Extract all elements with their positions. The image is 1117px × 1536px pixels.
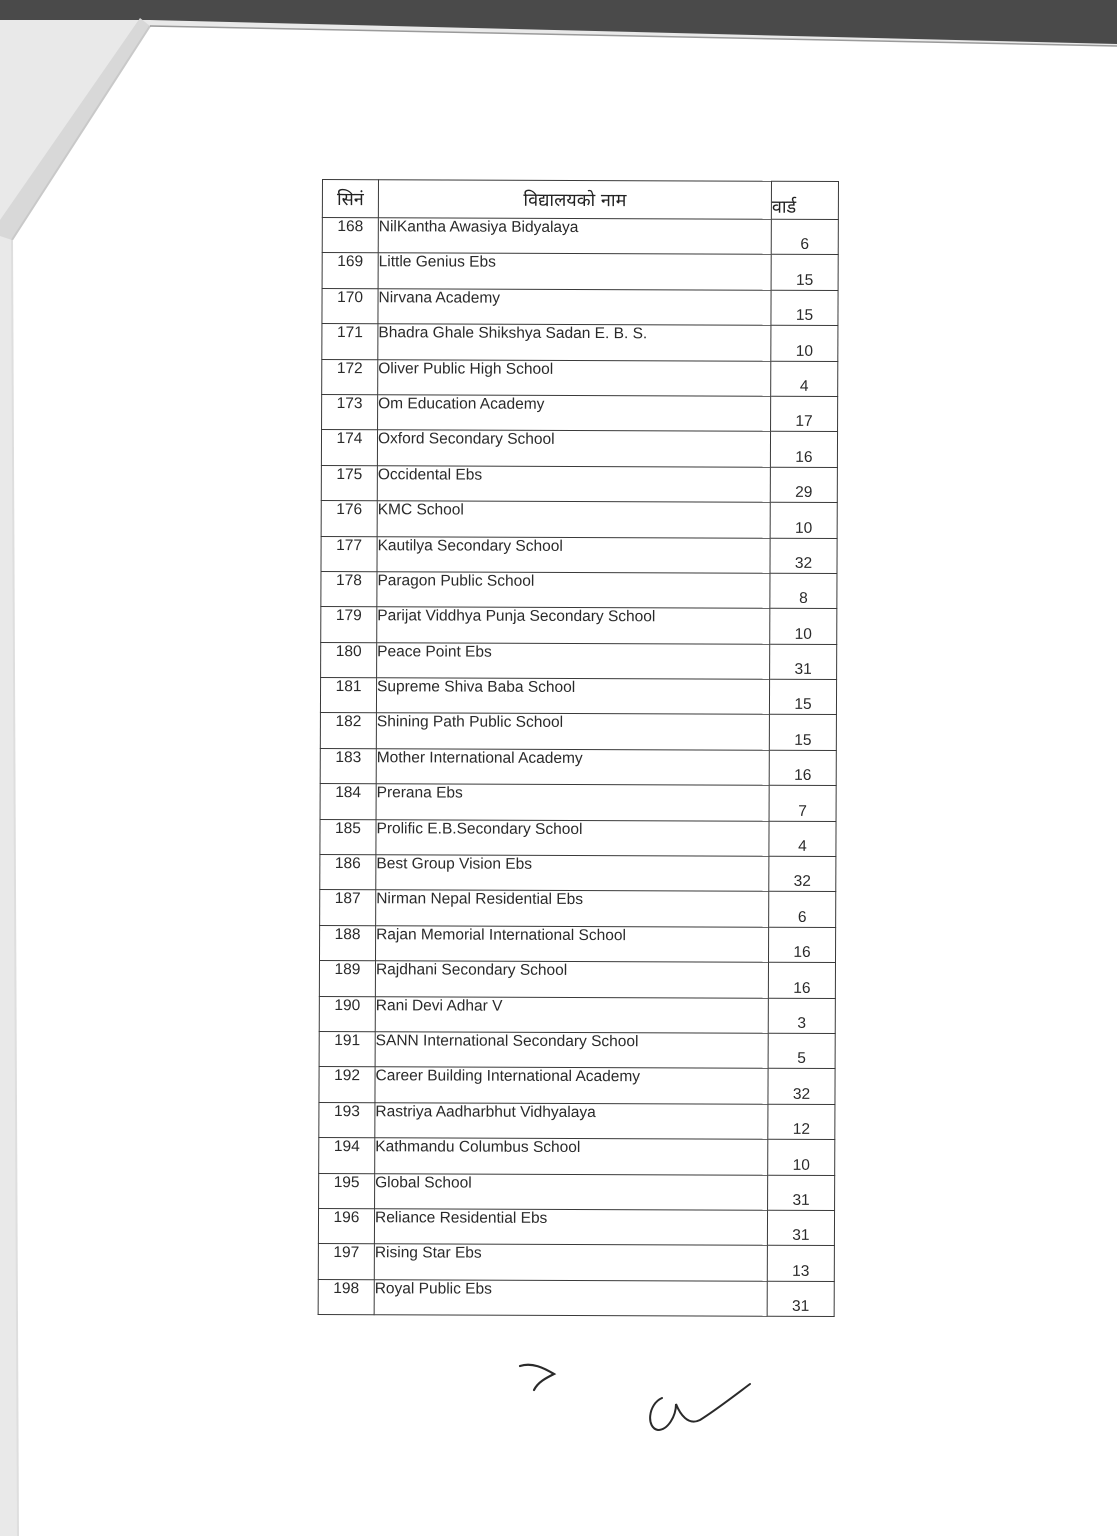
header-serial-number: सिनं (322, 180, 378, 218)
serial-number-cell: 186 (320, 855, 376, 891)
school-name-cell: Paragon Public School (377, 572, 770, 609)
ward-cell: 31 (767, 1281, 834, 1317)
serial-number-cell: 168 (322, 218, 378, 254)
school-name-cell: Prolific E.B.Secondary School (376, 819, 769, 856)
serial-number-cell: 178 (321, 571, 377, 607)
serial-number-cell: 169 (322, 253, 378, 289)
school-name-cell: Rajdhani Secondary School (375, 961, 768, 998)
ward-cell: 5 (768, 1033, 835, 1069)
ward-cell: 8 (770, 573, 837, 609)
school-name-cell: Kathmandu Columbus School (375, 1138, 768, 1175)
serial-number-cell: 191 (319, 1031, 375, 1067)
ward-cell: 12 (768, 1104, 835, 1140)
serial-number-cell: 197 (318, 1244, 374, 1280)
serial-number-cell: 192 (319, 1067, 375, 1103)
ward-cell: 10 (768, 1139, 835, 1175)
serial-number-cell: 177 (321, 536, 377, 572)
school-name-cell: Peace Point Ebs (377, 642, 770, 679)
serial-number-cell: 181 (320, 678, 376, 714)
serial-number-cell: 190 (319, 996, 375, 1032)
serial-number-cell: 179 (321, 607, 377, 643)
school-name-cell: Parijat Viddhya Punja Secondary School (377, 607, 770, 644)
serial-number-cell: 184 (320, 784, 376, 820)
serial-number-cell: 182 (320, 713, 376, 749)
school-name-cell: Rising Star Ebs (374, 1244, 767, 1281)
serial-number-cell: 174 (321, 430, 377, 466)
serial-number-cell: 170 (322, 288, 378, 324)
serial-number-cell: 194 (319, 1138, 375, 1174)
serial-number-cell: 187 (320, 890, 376, 926)
school-name-cell: Mother International Academy (376, 749, 769, 786)
serial-number-cell: 188 (319, 925, 375, 961)
school-name-cell: Shining Path Public School (376, 713, 769, 750)
school-name-cell: Reliance Residential Ebs (374, 1209, 767, 1246)
ward-cell: 15 (769, 715, 836, 751)
serial-number-cell: 198 (318, 1279, 374, 1315)
ward-cell: 7 (769, 785, 836, 821)
serial-number-cell: 180 (321, 642, 377, 678)
serial-number-cell: 189 (319, 961, 375, 997)
serial-number-cell: 176 (321, 501, 377, 537)
ward-cell: 16 (769, 750, 836, 786)
header-school-name: विद्यालयको नाम (378, 180, 771, 220)
ward-cell: 31 (768, 1175, 835, 1211)
ward-cell: 10 (770, 502, 837, 538)
school-name-cell: NilKantha Awasiya Bidyalaya (378, 218, 771, 255)
school-name-cell: SANN International Secondary School (375, 1032, 768, 1069)
ward-cell: 13 (767, 1246, 834, 1282)
ward-cell: 6 (769, 892, 836, 928)
ward-cell: 6 (771, 219, 838, 255)
school-name-cell: Nirman Nepal Residential Ebs (376, 890, 769, 927)
ward-cell: 15 (771, 255, 838, 291)
serial-number-cell: 175 (321, 465, 377, 501)
ward-cell: 15 (769, 679, 836, 715)
school-name-cell: Om Education Academy (378, 395, 771, 432)
school-name-cell: Little Genius Ebs (378, 253, 771, 290)
ward-cell: 17 (771, 396, 838, 432)
school-name-cell: Supreme Shiva Baba School (376, 678, 769, 715)
initial-mark (520, 1365, 554, 1390)
ward-cell: 16 (768, 927, 835, 963)
ward-cell: 16 (770, 432, 837, 468)
header-ward: वार्ड (771, 181, 838, 219)
serial-number-cell: 173 (322, 394, 378, 430)
serial-number-cell: 195 (319, 1173, 375, 1209)
ward-cell: 10 (771, 325, 838, 361)
school-name-cell: Oxford Secondary School (377, 430, 770, 467)
ward-cell: 3 (768, 998, 835, 1034)
serial-number-cell: 185 (320, 819, 376, 855)
school-name-cell: Prerana Ebs (376, 784, 769, 821)
ward-cell: 4 (771, 361, 838, 397)
school-name-cell: Bhadra Ghale Shikshya Sadan E. B. S. (378, 324, 771, 361)
school-name-cell: Oliver Public High School (378, 359, 771, 396)
school-name-cell: Kautilya Secondary School (377, 536, 770, 573)
ward-cell: 32 (769, 856, 836, 892)
serial-number-cell: 183 (320, 748, 376, 784)
signature (650, 1384, 750, 1430)
school-name-cell: Career Building International Academy (375, 1067, 768, 1104)
serial-number-cell: 196 (318, 1208, 374, 1244)
ward-cell: 31 (767, 1210, 834, 1246)
ward-cell: 32 (770, 538, 837, 574)
school-name-cell: Rastriya Aadharbhut Vidhyalaya (375, 1102, 768, 1139)
ward-cell: 32 (768, 1069, 835, 1105)
school-name-cell: Rajan Memorial International School (375, 926, 768, 963)
school-name-cell: Best Group Vision Ebs (376, 855, 769, 892)
serial-number-cell: 171 (322, 324, 378, 360)
school-name-cell: Rani Devi Adhar V (375, 996, 768, 1033)
school-name-cell: Royal Public Ebs (374, 1279, 767, 1316)
serial-number-cell: 193 (319, 1102, 375, 1138)
ward-cell: 29 (770, 467, 837, 503)
ward-cell: 4 (769, 821, 836, 857)
school-name-cell: Nirvana Academy (378, 288, 771, 325)
ward-cell: 10 (770, 609, 837, 645)
school-name-cell: Global School (375, 1173, 768, 1210)
ward-cell: 15 (771, 290, 838, 326)
serial-number-cell: 172 (322, 359, 378, 395)
school-name-cell: KMC School (377, 501, 770, 538)
ward-cell: 16 (768, 962, 835, 998)
school-name-cell: Occidental Ebs (377, 465, 770, 502)
ward-cell: 31 (770, 644, 837, 680)
